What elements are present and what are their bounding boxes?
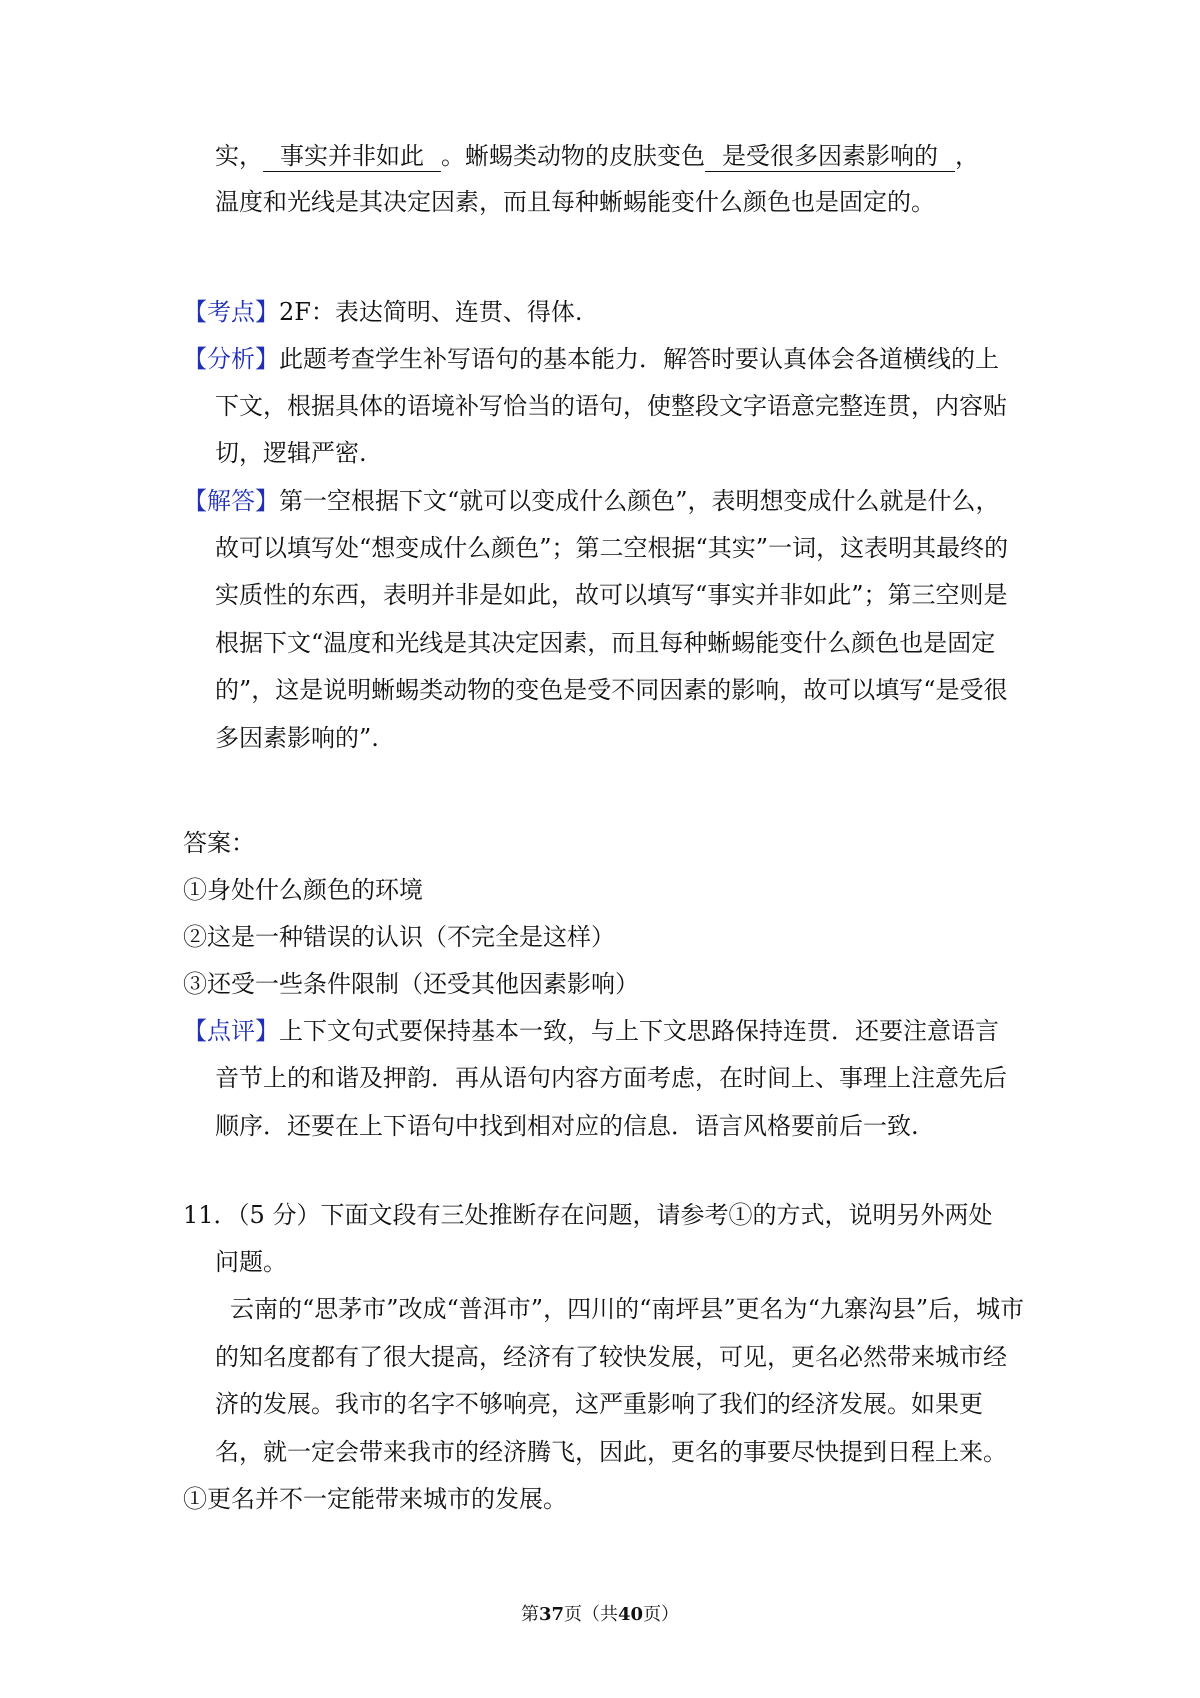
footer-text: 页） (643, 1604, 680, 1625)
question-number: 11． (183, 1201, 238, 1229)
q11-passage-line-1: 云南的“思茅市”改成“普洱市”，四川的“南坪县”更名为“九寨沟县”后，城市 (230, 1295, 1025, 1323)
carryover-line-2: 温度和光线是其决定因素，而且每种蜥蜴能变什么颜色也是固定的。 (215, 188, 935, 216)
text-span: 第一空根据下文“就可以变成什么颜色”，表明想变成什么就是什么， (279, 487, 1000, 515)
answer-heading: 答案： (183, 829, 255, 857)
q11-passage-line-4: 名，就一定会带来我市的经济腾飞，因此，更名的事要尽快提到日程上来。 (215, 1438, 1007, 1466)
current-page-number: 37 (538, 1604, 564, 1625)
q11-line-2: 问题。 (215, 1248, 287, 1276)
answer-item-1: ①身处什么颜色的环境 (183, 876, 423, 904)
jieda-line-5: 的”，这是说明蜥蜴类动物的变色是受不同因素的影响，故可以填写“是受很 (215, 676, 1008, 704)
carryover-line-1 (215, 139, 979, 173)
footer-text: 页（共 (564, 1604, 618, 1625)
dianping-tag: 【点评】 (183, 1017, 279, 1045)
filled-blank-1: 事实并非如此 (263, 141, 441, 172)
page-footer (0, 1603, 1200, 1627)
q11-passage-line-2: 的知名度都有了很大提高，经济有了较快发展，可见，更名必然带来城市经 (215, 1343, 1007, 1371)
dianping-line-3: 顺序．还要在上下语句中找到相对应的信息．语言风格要前后一致. (215, 1112, 919, 1140)
footer-text: 第 (520, 1604, 539, 1625)
kaodian-line (183, 295, 583, 329)
jieda-line-4: 根据下文“温度和光线是其决定因素，而且每种蜥蜴能变什么颜色也是固定 (215, 629, 996, 657)
text-span: ， (955, 142, 979, 170)
jieda-tag: 【解答】 (183, 487, 279, 515)
text-span: 。蜥蜴类动物的皮肤变色 (441, 142, 705, 170)
q11-passage-line-3: 济的发展。我市的名字不够响亮，这严重影响了我们的经济发展。如果更 (215, 1390, 983, 1418)
dianping-line-1 (183, 1014, 999, 1048)
answer-item-3: ③还受一些条件限制（还受其他因素影响） (183, 970, 639, 998)
fenxi-line-3: 切，逻辑严密. (215, 439, 367, 467)
jieda-line-3: 实质性的东西，表明并非是如此，故可以填写“事实并非如此”；第三空则是 (215, 581, 1008, 609)
text-span: 上下文句式要保持基本一致，与上下文思路保持连贯．还要注意语言 (279, 1017, 999, 1045)
text-span: 此题考查学生补写语句的基本能力．解答时要认真体会各道横线的上 (279, 345, 999, 373)
filled-blank-2: 是受很多因素影响的 (705, 141, 955, 172)
fenxi-line-1 (183, 342, 999, 376)
q11-line-1 (183, 1198, 992, 1232)
q11-answer-1: ①更名并不一定能带来城市的发展。 (183, 1485, 567, 1513)
kaodian-text: 2F：表达简明、连贯、得体. (279, 298, 583, 326)
total-page-number: 40 (618, 1604, 644, 1625)
jieda-line-6: 多因素影响的”. (215, 724, 379, 752)
text-span: 实， (215, 142, 263, 170)
jieda-line-2: 故可以填写处“想变成什么颜色”；第二空根据“其实”一词，这表明其最终的 (215, 534, 1009, 562)
answer-item-2: ②这是一种错误的认识（不完全是这样） (183, 923, 615, 951)
fenxi-line-2: 下文，根据具体的语境补写恰当的语句，使整段文字语意完整连贯，内容贴 (215, 392, 1007, 420)
dianping-line-2: 音节上的和谐及押韵．再从语句内容方面考虑，在时间上、事理上注意先后 (215, 1064, 1007, 1092)
text-span: （5 分）下面文段有三处推断存在问题，请参考①的方式，说明另外两处 (237, 1201, 993, 1229)
jieda-line-1 (183, 484, 1000, 518)
kaodian-tag: 【考点】 (183, 298, 279, 326)
fenxi-tag: 【分析】 (183, 345, 279, 373)
